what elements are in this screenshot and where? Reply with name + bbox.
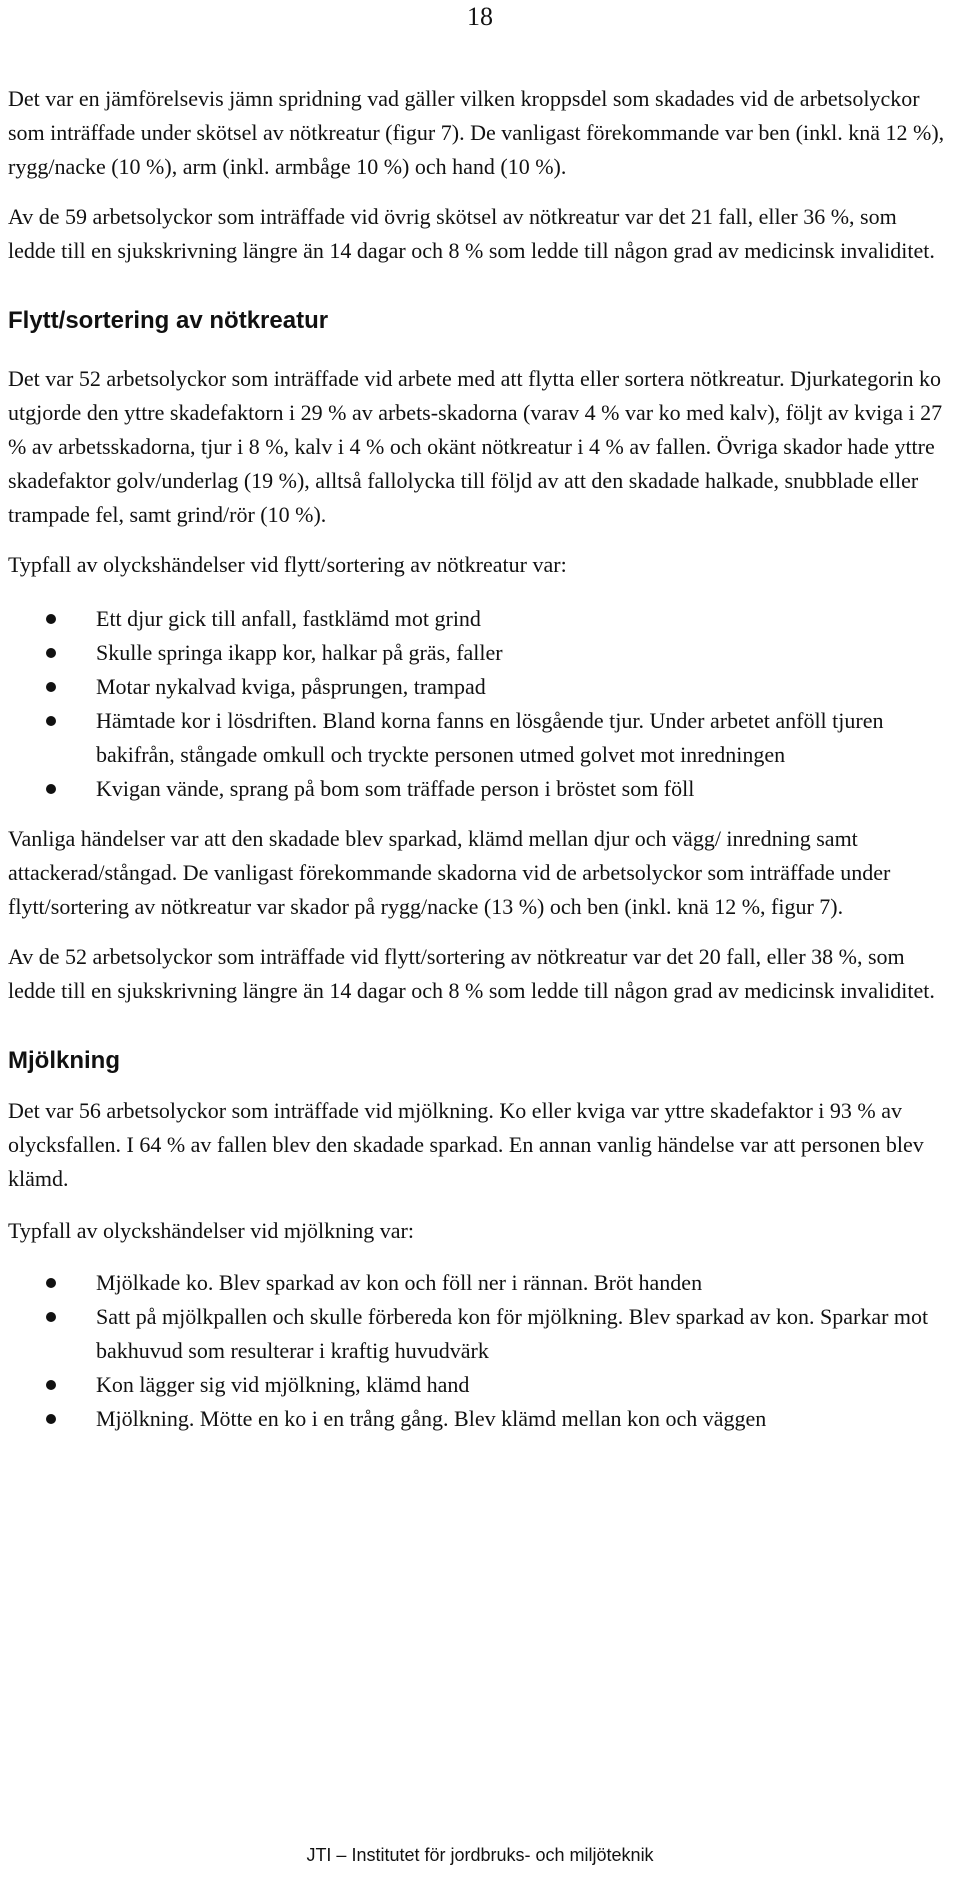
bullet-icon xyxy=(46,614,56,624)
list-item xyxy=(8,636,948,670)
flytt-case-list xyxy=(8,602,948,806)
page-number: 18 xyxy=(467,2,493,31)
list-item-text: Kon lägger sig vid mjölkning, klämd hand xyxy=(96,1372,470,1397)
intro-paragraph-2: Av de 59 arbetsolyckor som inträffade vid övrig skötsel av nötkreatur var det 21 fall, eller 36 %, som ledde till en sjukskrivning längre än 14 dagar och 8 % som ledde till någon grad av medicinsk invaliditet. xyxy=(8,204,935,263)
bullet-icon xyxy=(46,1312,56,1322)
list-item-text: Skulle springa ikapp kor, halkar på gräs, faller xyxy=(96,640,503,665)
bullet-icon xyxy=(46,1380,56,1390)
page-footer: JTI – Institutet för jordbruks- och miljöteknik xyxy=(306,1845,654,1865)
list-item-text: Hämtade kor i lösdriften. Bland korna fanns en lösgående tjur. Under arbetet anföll tjuren bakifrån, stångade omkull och tryckte personen utmed golvet mot inredningen xyxy=(96,708,884,767)
bullet-icon xyxy=(46,716,56,726)
list-item-text: Satt på mjölkpallen och skulle förbereda kon för mjölkning. Blev sparkad av kon. Sparkar mot bakhuvud som resulterar i kraftig huvudvärk xyxy=(96,1304,929,1363)
list-item xyxy=(8,704,948,772)
list-item xyxy=(8,670,948,704)
list-item xyxy=(8,1300,948,1368)
mjolk-paragraph-1: Det var 56 arbetsolyckor som inträffade vid mjölkning. Ko eller kviga var yttre skadefaktor i 93 % av olycksfallen. I 64 % av fallen blev den skadade sparkad. En annan vanlig händelse var att personen blev klämd. xyxy=(8,1098,924,1191)
list-item-text: Motar nykalvad kviga, påsprungen, trampad xyxy=(96,674,486,699)
flytt-paragraph-1: Det var 52 arbetsolyckor som inträffade vid arbete med att flytta eller sortera nötkreatur. Djurkategorin ko utgjorde den yttre skadefaktorn i 29 % av arbets-skadorna (varav 4 % var ko med kalv), följt av kviga i 27 % av arbetsskadorna, tjur i 8 %, kalv i 4 % och okänt nötkreatur i 4 % av fallen. Övriga skador hade yttre skadefaktor golv/underlag (19 %), alltså fallolycka till följd av att den skadade halkade, snubblade eller trampade fel, samt grind/rör (10 %). xyxy=(8,366,943,527)
bullet-icon xyxy=(46,1414,56,1424)
section-heading-flytt: Flytt/sortering av nötkreatur xyxy=(8,307,329,334)
list-item xyxy=(8,772,948,806)
list-item-text: Ett djur gick till anfall, fastklämd mot grind xyxy=(96,606,481,631)
list-item-text: Mjölkade ko. Blev sparkad av kon och föll ner i rännan. Bröt handen xyxy=(96,1270,703,1295)
bullet-icon xyxy=(46,784,56,794)
mjolk-list-intro: Typfall av olyckshändelser vid mjölkning var: xyxy=(8,1218,414,1243)
document-body xyxy=(8,82,948,1452)
flytt-list-intro: Typfall av olyckshändelser vid flytt/sortering av nötkreatur var: xyxy=(8,552,567,577)
flytt-paragraph-3: Av de 52 arbetsolyckor som inträffade vid flytt/sortering av nötkreatur var det 20 fall, eller 38 %, som ledde till en sjukskrivning längre än 14 dagar och 8 % som ledde till någon grad av medicinsk invaliditet. xyxy=(8,944,935,1003)
bullet-icon xyxy=(46,682,56,692)
intro-paragraph-1: Det var en jämförelsevis jämn spridning vad gäller vilken kroppsdel som skadades vid de arbetsolyckor som inträffade under skötsel av nötkreatur (figur 7). De vanligast förekommande var ben (inkl. knä 12 %), rygg/nacke (10 %), arm (inkl. armbåge 10 %) och hand (10 %). xyxy=(8,86,945,179)
list-item xyxy=(8,1368,948,1402)
list-item xyxy=(8,602,948,636)
flytt-paragraph-2: Vanliga händelser var att den skadade blev sparkad, klämd mellan djur och vägg/ inredning samt attackerad/stångad. De vanligast förekommande skadorna vid de arbetsolyckor som inträffade under flytt/sortering av nötkreatur var skador på rygg/nacke (13 %) och ben (inkl. knä 12 %, figur 7). xyxy=(8,826,891,919)
list-item xyxy=(8,1266,948,1300)
list-item xyxy=(8,1402,948,1436)
bullet-icon xyxy=(46,648,56,658)
list-item-text: Mjölkning. Mötte en ko i en trång gång. Blev klämd mellan kon och väggen xyxy=(96,1406,767,1431)
section-heading-mjolkning: Mjölkning xyxy=(8,1047,120,1074)
bullet-icon xyxy=(46,1278,56,1288)
mjolk-case-list xyxy=(8,1266,948,1436)
list-item-text: Kvigan vände, sprang på bom som träffade person i bröstet som föll xyxy=(96,776,695,801)
